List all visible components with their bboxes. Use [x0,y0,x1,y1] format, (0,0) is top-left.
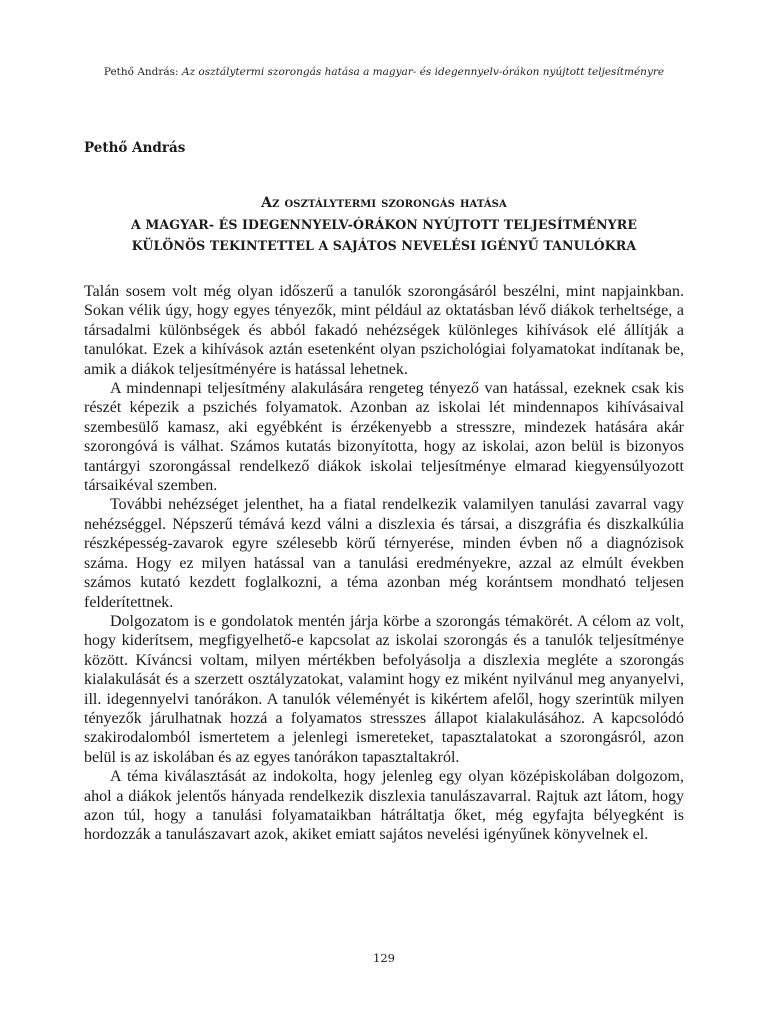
body-text [84,282,684,845]
paragraph: Talán sosem volt még olyan időszerű a tanulók szorongásáról beszélni, mint napjainkban. Sokan vélik úgy, hogy egyes tényezők, mint például az oktatásban lévő diákok terheltsége, a társadalmi különbségek és abból fakadó nehézségek különleges kihívások elé állítják a tanulókat. Ezek a kihívások aztán esetenként olyan pszichológiai folyamatokat indítanak be, amik a diákok teljesítményére is hatással lehetnek. [84,283,684,378]
paragraph: További nehézséget jelenthet, ha a fiatal rendelkezik valamilyen tanulási zavarral vagy nehézséggel. Népszerű témává kezd válni a diszlexia és társai, a diszgráfia és diszkalkúlia részképesség-zavarok egyre szélesebb körű térnyerése, minden évben nő a diagnózisok száma. Hogy ez milyen hatással van a tanulási eredményekre, azzal az elmúlt években számos kutató kezdett foglalkozni, a téma azonban még korántsem mondható teljesen felderítettnek. [84,496,684,611]
running-header [0,66,768,78]
paper-title [84,193,684,256]
running-header-author: Pethő András: [103,66,179,78]
title-line-2: A MAGYAR- ÉS IDEGENNYELV-ÓRÁKON NYÚJTOTT TELJESÍTMÉNYRE [130,217,638,232]
paragraph: A téma kiválasztását az indokolta, hogy jelenleg egy olyan középiskolában dolgozom, ahol a diákok jelentős hányada rendelkezik diszlexia tanulászavarral. Rajtuk azt látom, hogy azon túl, hogy a tanulási folyamataikban hátráltatja őket, még egyfajta bélyegként is hordozzák a tanulászavart azok, akiket emiatt sajátos nevelési igényűnek könyvelnek el. [84,768,684,844]
title-line-3: KÜLÖNÖS TEKINTETTEL A SAJÁTOS NEVELÉSI IGÉNYŰ TANULÓKRA [131,238,637,253]
title-line-1: Az osztálytermi szorongás hatása [261,195,507,211]
paragraph: Dolgozatom is e gondolatok mentén járja körbe a szorongás témakörét. A célom az volt, hogy kiderítsem, megfigyelhető-e kapcsolat az iskolai szorongás és a tanulók teljesítménye között. Kíváncsi voltam, milyen mértékben befolyásolja a diszlexia megléte a szorongás kialakulását és a szerzett osztályzatokat, valamint hogy ez miként nyilvánul meg anyanyelvi, ill. idegennyelvi tanórákon. A tanulók véleményét is kikértem afelől, hogy szerintük milyen tényezők járulhatnak hozzá a folyamatos stresszes állapot kialakulásához. A kapcsolódó szakirodalomból ismertetem a jelenlegi ismereteket, tapasztalatokat a szorongásról, azon belül is az iskolában és az egyes tanórákon tapasztaltakról. [84,612,684,766]
author-name: Pethő András [84,140,186,156]
paragraph: A mindennapi teljesítmény alakulására rengeteg tényező van hatással, ezeknek csak kis részét képezik a pszichés folyamatok. Azonban az iskolai lét mindennapos kihívásaival szembesülő kamasz, aki egyébként is érzékenyebb a stresszre, mindezek hatására akár szorongóvá is válhat. Számos kutatás bizonyította, hogy az iskolai, azon belül is bizonyos tantárgyi szorongással rendelkező diákok iskolai teljesítménye elmarad kiegyensúlyozott társaikéval szemben. [84,380,684,495]
page-number: 129 [373,951,395,965]
running-header-title: Az osztálytermi szorongás hatása a magyar- és idegennyelv-órákon nyújtott teljesítményre [181,66,665,78]
